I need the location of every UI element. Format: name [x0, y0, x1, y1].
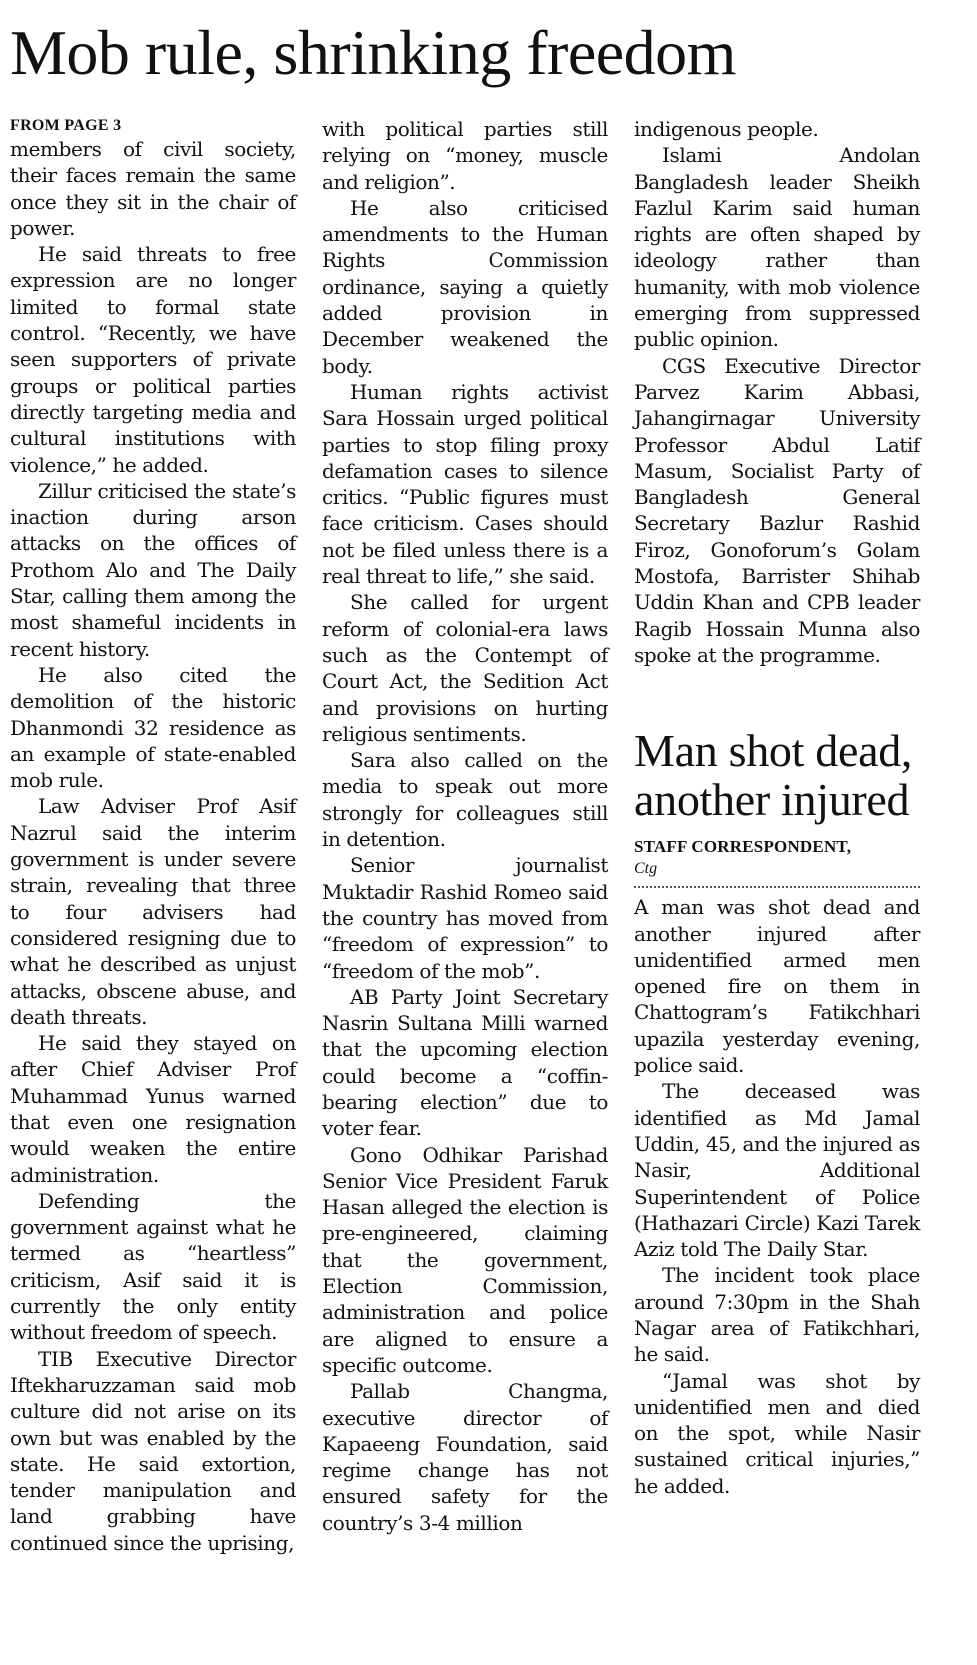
paragraph: Zillur criticised the state’s inaction during arson attacks on the offices of Prothom Alo and The Daily Star, calling them among the most shameful incidents in recent history.	[10, 478, 296, 661]
paragraph: She called for urgent reform of colonial-era laws such as the Contempt of Court Act, the Sedition Act and provisions on hurting religious sentiments.	[322, 590, 608, 746]
paragraph: He said they stayed on after Chief Adviser Prof Muhammad Yunus warned that even one resignation would weaken the entire administration.	[10, 1031, 296, 1187]
paragraph: with political parties still relying on “money, muscle and religion”.	[322, 117, 608, 194]
paragraph: Pallab Changma, executive director of Kapaeeng Foundation, said regime change has not ensured safety for the country’s 3-4 million	[322, 1379, 608, 1535]
second-headline: Man shot dead, another injured	[634, 725, 913, 826]
paragraph: He also criticised amendments to the Human Rights Commission ordinance, saying a quietly added provision in December weakened the body.	[322, 195, 608, 378]
column-2	[322, 116, 608, 1536]
paragraph: indigenous people.	[634, 117, 819, 141]
article-columns	[10, 116, 967, 1656]
continuation-label: FROM PAGE 3	[10, 117, 122, 134]
paragraph: “Jamal was shot by unidentified men and died on the spot, while Nasir sustained critical injuries,” he added.	[634, 1368, 920, 1498]
paragraph: Sara also called on the media to speak out more strongly for colleagues still in detention.	[322, 748, 608, 852]
newspaper-page	[0, 16, 977, 1665]
paragraph: Defending the government against what he termed as “heartless” criticism, Asif said it is currently the only entity without freedom of speech.	[10, 1188, 296, 1345]
paragraph: TIB Executive Director Iftekharuzzaman said mob culture did not arise on its own but was enabled by the state. He said extortion, tender manipulation and land grabbing have continued since the uprising,	[10, 1346, 296, 1555]
paragraph: The incident took place around 7:30pm in the Shah Nagar area of Fatikchhari, he said.	[634, 1263, 920, 1367]
paragraph: Law Adviser Prof Asif Nazrul said the interim government is under severe strain, revealing that three to four advisers had considered resigning due to what he described as unjust attacks, obscene abuse, and death threats.	[10, 794, 296, 1029]
paragraph: AB Party Joint Secretary Nasrin Sultana Milli warned that the upcoming election could become a “coffin-bearing election” due to voter fear.	[322, 984, 608, 1141]
paragraph: A man was shot dead and another injured after unidentified armed men opened fire on them in Chattogram’s Fatikchhari upazila yesterday evening, police said.	[634, 895, 920, 1078]
dotted-divider	[634, 886, 920, 888]
paragraph: members of civil society, their faces remain the same once they sit in the chair of power.	[10, 137, 296, 240]
paragraph: The deceased was identified as Md Jamal Uddin, 45, and the injured as Nasir, Additional Superintendent of Police (Hathazari Circle) Kazi Tarek Aziz told The Daily Star.	[634, 1079, 920, 1262]
paragraph: CGS Executive Director Parvez Karim Abbasi, Jahangirnagar University Professor Abdul Latif Masum, Socialist Party of Bangladesh General Secretary Bazlur Rashid Firoz, Gonoforum’s Golam Mostofa, Barrister Shihab Uddin Khan and CPB leader Ragib Hossain Munna also spoke at the programme.	[634, 353, 920, 667]
column-1	[10, 116, 296, 1556]
paragraph: Human rights activist Sara Hossain urged political parties to stop filing proxy defamation cases to silence critics. “Public figures must face criticism. Cases should not be filed unless there is a real threat to life,” she said.	[322, 379, 608, 589]
paragraph: He also cited the demolition of the historic Dhanmondi 32 residence as an example of state-enabled mob rule.	[10, 662, 296, 793]
paragraph: Gono Odhikar Parishad Senior Vice President Faruk Hasan alleged the election is pre-engineered, claiming that the government, Election Commission, administration and police are aligned to ensure a specific outcome.	[322, 1142, 608, 1377]
paragraph: Senior journalist Muktadir Rashid Romeo said the country has moved from “freedom of expression” to “freedom of the mob”.	[322, 853, 608, 983]
main-headline: Mob rule, shrinking freedom	[10, 17, 736, 88]
paragraph: He said threats to free expression are no longer limited to formal state control. “Recently, we have seen supporters of private groups or political parties directly targeting media and cultural institutions with violence,” he added.	[10, 242, 296, 477]
byline-location: Ctg	[634, 860, 658, 878]
byline: STAFF CORRESPONDENT,	[634, 837, 852, 857]
section-spacer	[634, 668, 920, 726]
column-3	[634, 116, 920, 1499]
paragraph: Islami Andolan Bangladesh leader Sheikh Fazlul Karim said human rights are often shaped by ideology rather than humanity, with mob violence emerging from suppressed public opinion.	[634, 143, 920, 352]
